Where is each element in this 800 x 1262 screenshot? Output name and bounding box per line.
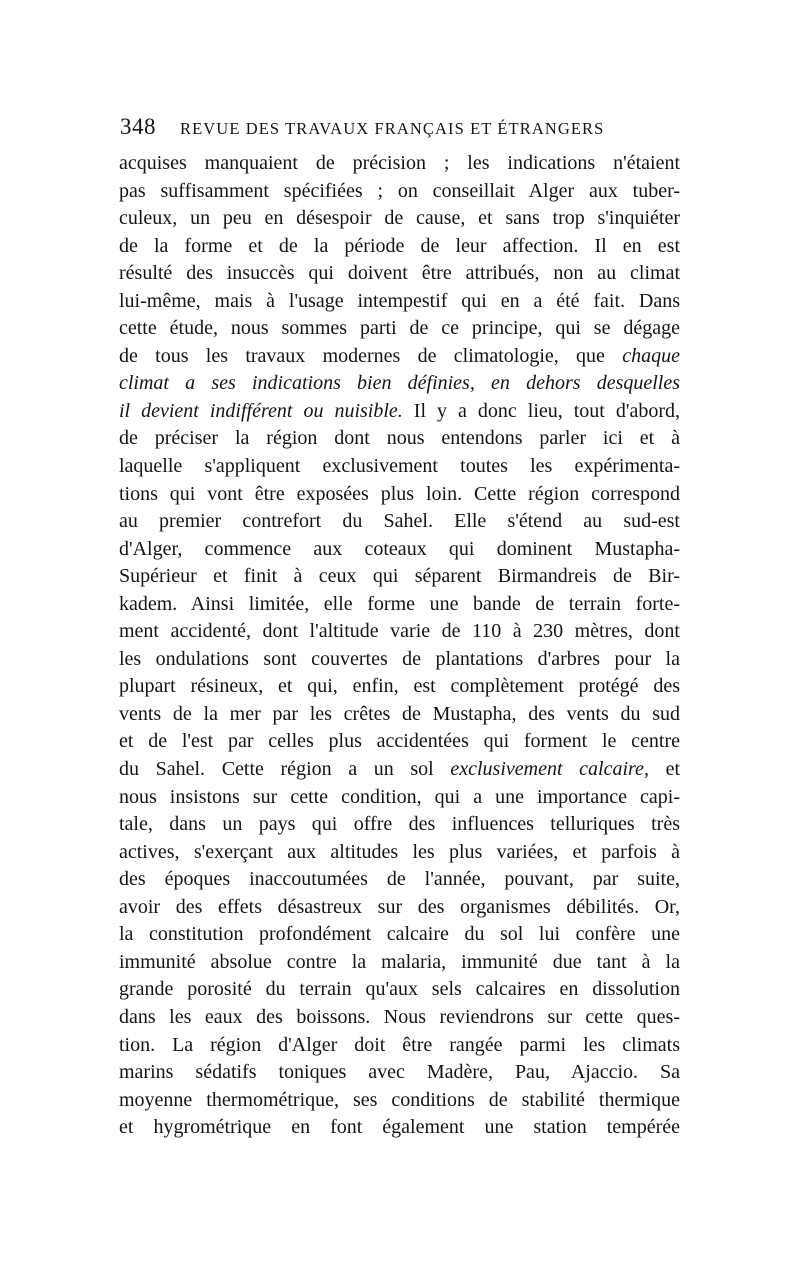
text-run: ment accidenté, dont l'altitude varie de 110 à 230 mètres, dont bbox=[119, 620, 680, 643]
text-run: kadem. Ainsi limitée, elle forme une bande de terrain forte- bbox=[119, 592, 680, 615]
text-line bbox=[119, 453, 680, 481]
text-run: Il y a donc lieu, tout d'abord, bbox=[402, 399, 681, 422]
text-line bbox=[119, 811, 680, 839]
text-run: moyenne thermométrique, ses conditions de stabilité thermique bbox=[119, 1088, 680, 1111]
text-run: culeux, un peu en désespoir de cause, et sans trop s'inquiéter bbox=[119, 207, 680, 230]
italic-text: chaque bbox=[622, 344, 680, 367]
text-line bbox=[119, 425, 680, 453]
text-line bbox=[119, 288, 680, 316]
text-line bbox=[119, 178, 680, 206]
text-line bbox=[119, 536, 680, 564]
text-run: et de l'est par celles plus accidentées qui forment le centre bbox=[119, 730, 680, 753]
text-run: la constitution profondément calcaire du sol lui confère une bbox=[119, 923, 680, 946]
text-run: des époques inaccoutumées de l'année, pouvant, par suite, bbox=[119, 868, 680, 891]
page-header bbox=[120, 114, 680, 140]
text-line bbox=[119, 1059, 680, 1087]
text-line bbox=[119, 508, 680, 536]
text-run: actives, s'exerçant aux altitudes les plus variées, et parfois à bbox=[119, 840, 680, 863]
text-run: les ondulations sont couvertes de plantations d'arbres pour la bbox=[119, 647, 680, 670]
text-line bbox=[119, 1087, 680, 1115]
text-run: tions qui vont être exposées plus loin. Cette région correspond bbox=[119, 482, 680, 505]
text-line bbox=[119, 205, 680, 233]
text-run: tale, dans un pays qui offre des influences telluriques très bbox=[119, 813, 680, 836]
text-run: tion. La région d'Alger doit être rangée parmi les climats bbox=[119, 1033, 680, 1056]
text-run: et hygrométrique en font également une station tempérée bbox=[119, 1116, 680, 1139]
text-run: marins sédatifs toniques avec Madère, Pau, Ajaccio. Sa bbox=[119, 1061, 680, 1084]
text-line bbox=[119, 728, 680, 756]
text-run: plupart résineux, et qui, enfin, est complètement protégé des bbox=[119, 675, 680, 698]
running-head: REVUE DES TRAVAUX FRANÇAIS ET ÉTRANGERS bbox=[180, 119, 605, 138]
text-line bbox=[119, 756, 680, 784]
text-line bbox=[119, 591, 680, 619]
text-run: cette étude, nous sommes parti de ce principe, qui se dégage bbox=[119, 317, 680, 340]
text-line bbox=[119, 150, 680, 178]
text-line bbox=[119, 563, 680, 591]
text-run: lui-même, mais à l'usage intempestif qui en a été fait. Dans bbox=[119, 289, 680, 312]
text-run: pas suffisamment spécifiées ; on conseillait Alger aux tuber- bbox=[119, 179, 680, 202]
text-run: immunité absolue contre la malaria, immunité due tant à la bbox=[119, 950, 680, 973]
text-line bbox=[119, 260, 680, 288]
text-line bbox=[119, 1032, 680, 1060]
text-run: grande porosité du terrain qu'aux sels calcaires en dissolution bbox=[119, 978, 680, 1001]
page-number: 348 bbox=[120, 114, 156, 139]
text-run: dans les eaux des boissons. Nous reviendrons sur cette ques- bbox=[119, 1005, 680, 1028]
text-line bbox=[119, 701, 680, 729]
text-line bbox=[119, 1114, 680, 1142]
italic-text: climat a ses indications bien définies, en dehors desquelles bbox=[119, 372, 680, 395]
text-line bbox=[119, 784, 680, 812]
text-run: avoir des effets désastreux sur des organismes débilités. Or, bbox=[119, 895, 680, 918]
text-line bbox=[119, 398, 680, 426]
text-line bbox=[119, 949, 680, 977]
italic-text: exclusivement calcaire bbox=[450, 758, 644, 781]
text-line bbox=[119, 481, 680, 509]
text-line bbox=[119, 1004, 680, 1032]
text-run: nous insistons sur cette condition, qui a une importance capi- bbox=[119, 785, 680, 808]
text-line bbox=[119, 839, 680, 867]
text-run: de tous les travaux modernes de climatologie, que bbox=[119, 344, 623, 367]
text-line bbox=[119, 673, 680, 701]
text-run: Supérieur et finit à ceux qui séparent Birmandreis de Bir- bbox=[119, 565, 680, 588]
text-line bbox=[119, 646, 680, 674]
text-run: vents de la mer par les crêtes de Mustapha, des vents du sud bbox=[119, 702, 680, 725]
body-paragraph bbox=[119, 150, 680, 1142]
text-run: de la forme et de la période de leur affection. Il en est bbox=[119, 234, 680, 257]
text-line bbox=[119, 233, 680, 261]
text-line bbox=[119, 618, 680, 646]
text-run: du Sahel. Cette région a un sol bbox=[119, 758, 451, 781]
text-run: d'Alger, commence aux coteaux qui dominent Mustapha- bbox=[119, 537, 680, 560]
text-run: , et bbox=[643, 758, 680, 781]
text-run: au premier contrefort du Sahel. Elle s'étend au sud-est bbox=[119, 510, 680, 533]
text-line bbox=[119, 370, 680, 398]
italic-text: il devient indifférent ou nuisible. bbox=[119, 399, 403, 422]
text-run: acquises manquaient de précision ; les indications n'étaient bbox=[119, 152, 680, 174]
text-run: résulté des insuccès qui doivent être attribués, non au climat bbox=[119, 262, 680, 285]
text-run: laquelle s'appliquent exclusivement toutes les expérimenta- bbox=[119, 455, 680, 478]
text-line bbox=[119, 866, 680, 894]
text-run: de préciser la région dont nous entendons parler ici et à bbox=[119, 427, 680, 450]
text-line bbox=[119, 921, 680, 949]
text-line bbox=[119, 343, 680, 371]
text-line bbox=[119, 976, 680, 1004]
text-line bbox=[119, 315, 680, 343]
text-line bbox=[119, 894, 680, 922]
